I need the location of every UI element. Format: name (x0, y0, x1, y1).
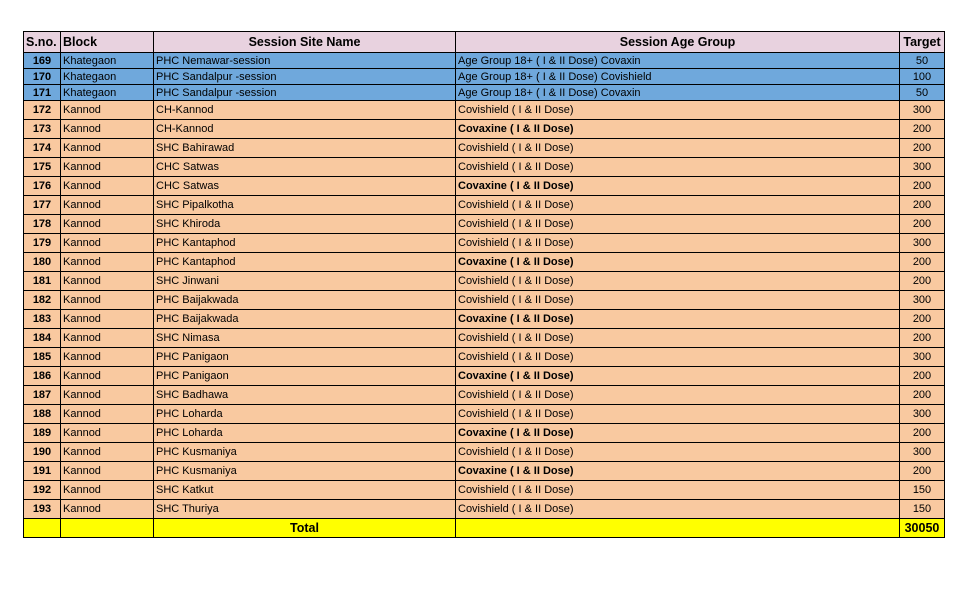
cell-target: 200 (900, 310, 945, 329)
cell-age-group: Age Group 18+ ( I & II Dose) Covaxin (456, 53, 900, 69)
cell-target: 300 (900, 158, 945, 177)
cell-block: Kannod (61, 253, 154, 272)
total-value: 30050 (900, 519, 945, 538)
cell-block: Kannod (61, 386, 154, 405)
cell-target: 200 (900, 215, 945, 234)
cell-age-group: Covishield ( I & II Dose) (456, 329, 900, 348)
total-empty-cell (61, 519, 154, 538)
cell-site-name: CHC Satwas (154, 177, 456, 196)
cell-site-name: PHC Loharda (154, 405, 456, 424)
cell-site-name: SHC Thuriya (154, 500, 456, 519)
table-row (24, 310, 945, 329)
cell-block: Kannod (61, 310, 154, 329)
cell-age-group: Covishield ( I & II Dose) (456, 158, 900, 177)
cell-target: 200 (900, 177, 945, 196)
cell-sno: 169 (24, 53, 61, 69)
cell-site-name: SHC Badhawa (154, 386, 456, 405)
cell-target: 300 (900, 443, 945, 462)
total-empty-cell (456, 519, 900, 538)
cell-target: 200 (900, 139, 945, 158)
header-target: Target (900, 32, 945, 53)
table-row (24, 405, 945, 424)
cell-target: 300 (900, 101, 945, 120)
cell-site-name: PHC Panigaon (154, 367, 456, 386)
cell-age-group: Age Group 18+ ( I & II Dose) Covaxin (456, 85, 900, 101)
table-row (24, 85, 945, 101)
cell-block: Kannod (61, 196, 154, 215)
cell-block: Kannod (61, 405, 154, 424)
cell-site-name: PHC Kusmaniya (154, 462, 456, 481)
cell-block: Kannod (61, 120, 154, 139)
cell-site-name: PHC Panigaon (154, 348, 456, 367)
cell-target: 200 (900, 386, 945, 405)
cell-block: Kannod (61, 481, 154, 500)
table-row (24, 500, 945, 519)
cell-target: 50 (900, 85, 945, 101)
table-row (24, 101, 945, 120)
table-row (24, 215, 945, 234)
cell-sno: 170 (24, 69, 61, 85)
cell-site-name: SHC Katkut (154, 481, 456, 500)
cell-age-group: Covishield ( I & II Dose) (456, 215, 900, 234)
cell-block: Kannod (61, 443, 154, 462)
cell-site-name: SHC Nimasa (154, 329, 456, 348)
cell-target: 200 (900, 424, 945, 443)
cell-age-group: Covishield ( I & II Dose) (456, 101, 900, 120)
cell-age-group: Covaxine ( I & II Dose) (456, 120, 900, 139)
table-row (24, 424, 945, 443)
cell-site-name: PHC Loharda (154, 424, 456, 443)
cell-age-group: Covishield ( I & II Dose) (456, 405, 900, 424)
cell-sno: 176 (24, 177, 61, 196)
cell-site-name: SHC Jinwani (154, 272, 456, 291)
header-group: Session Age Group (456, 32, 900, 53)
table-row (24, 386, 945, 405)
cell-sno: 171 (24, 85, 61, 101)
table-row (24, 120, 945, 139)
cell-age-group: Covaxine ( I & II Dose) (456, 424, 900, 443)
cell-sno: 186 (24, 367, 61, 386)
cell-target: 200 (900, 367, 945, 386)
cell-site-name: PHC Sandalpur -session (154, 85, 456, 101)
cell-age-group: Covishield ( I & II Dose) (456, 234, 900, 253)
cell-site-name: PHC Nemawar-session (154, 53, 456, 69)
cell-block: Kannod (61, 367, 154, 386)
cell-site-name: PHC Baijakwada (154, 310, 456, 329)
cell-target: 300 (900, 234, 945, 253)
cell-site-name: PHC Kantaphod (154, 253, 456, 272)
cell-site-name: CH-Kannod (154, 120, 456, 139)
cell-sno: 177 (24, 196, 61, 215)
cell-age-group: Covishield ( I & II Dose) (456, 386, 900, 405)
cell-site-name: SHC Khiroda (154, 215, 456, 234)
cell-sno: 192 (24, 481, 61, 500)
cell-age-group: Covaxine ( I & II Dose) (456, 177, 900, 196)
header-block: Block (61, 32, 154, 53)
cell-sno: 184 (24, 329, 61, 348)
cell-target: 150 (900, 500, 945, 519)
cell-sno: 189 (24, 424, 61, 443)
cell-sno: 180 (24, 253, 61, 272)
table-row (24, 177, 945, 196)
cell-sno: 187 (24, 386, 61, 405)
cell-sno: 191 (24, 462, 61, 481)
cell-age-group: Covishield ( I & II Dose) (456, 481, 900, 500)
table-row (24, 272, 945, 291)
table-row (24, 443, 945, 462)
cell-age-group: Covishield ( I & II Dose) (456, 272, 900, 291)
cell-block: Kannod (61, 139, 154, 158)
cell-target: 300 (900, 405, 945, 424)
cell-block: Khategaon (61, 69, 154, 85)
cell-sno: 193 (24, 500, 61, 519)
cell-block: Kannod (61, 177, 154, 196)
table-row (24, 348, 945, 367)
cell-target: 100 (900, 69, 945, 85)
table-row (24, 462, 945, 481)
cell-age-group: Covishield ( I & II Dose) (456, 348, 900, 367)
table-row (24, 253, 945, 272)
cell-site-name: PHC Baijakwada (154, 291, 456, 310)
cell-sno: 178 (24, 215, 61, 234)
table-row (24, 139, 945, 158)
cell-target: 300 (900, 348, 945, 367)
total-row (24, 519, 945, 538)
cell-block: Kannod (61, 272, 154, 291)
cell-sno: 181 (24, 272, 61, 291)
table-body (24, 53, 945, 519)
cell-block: Kannod (61, 500, 154, 519)
cell-sno: 188 (24, 405, 61, 424)
cell-age-group: Covaxine ( I & II Dose) (456, 367, 900, 386)
cell-age-group: Covaxine ( I & II Dose) (456, 253, 900, 272)
table-row (24, 196, 945, 215)
cell-age-group: Covishield ( I & II Dose) (456, 443, 900, 462)
cell-target: 200 (900, 272, 945, 291)
cell-target: 200 (900, 253, 945, 272)
cell-target: 200 (900, 120, 945, 139)
table-row (24, 158, 945, 177)
cell-site-name: CHC Satwas (154, 158, 456, 177)
header-row (24, 32, 945, 53)
cell-target: 200 (900, 462, 945, 481)
cell-sno: 179 (24, 234, 61, 253)
cell-sno: 182 (24, 291, 61, 310)
cell-site-name: SHC Pipalkotha (154, 196, 456, 215)
cell-age-group: Age Group 18+ ( I & II Dose) Covishield (456, 69, 900, 85)
cell-target: 300 (900, 291, 945, 310)
cell-sno: 183 (24, 310, 61, 329)
table-row (24, 329, 945, 348)
cell-target: 200 (900, 196, 945, 215)
cell-block: Kannod (61, 424, 154, 443)
total-label: Total (154, 519, 456, 538)
cell-sno: 172 (24, 101, 61, 120)
cell-block: Kannod (61, 348, 154, 367)
cell-block: Kannod (61, 329, 154, 348)
cell-sno: 174 (24, 139, 61, 158)
table-row (24, 481, 945, 500)
session-sites-table (23, 31, 945, 538)
cell-sno: 175 (24, 158, 61, 177)
cell-sno: 173 (24, 120, 61, 139)
table-row (24, 234, 945, 253)
cell-sno: 185 (24, 348, 61, 367)
cell-block: Kannod (61, 462, 154, 481)
cell-block: Kannod (61, 234, 154, 253)
cell-site-name: PHC Sandalpur -session (154, 69, 456, 85)
cell-age-group: Covishield ( I & II Dose) (456, 196, 900, 215)
total-empty-cell (24, 519, 61, 538)
header-site: Session Site Name (154, 32, 456, 53)
cell-age-group: Covaxine ( I & II Dose) (456, 310, 900, 329)
cell-age-group: Covaxine ( I & II Dose) (456, 462, 900, 481)
table-row (24, 69, 945, 85)
cell-block: Khategaon (61, 85, 154, 101)
cell-block: Kannod (61, 291, 154, 310)
table-row (24, 367, 945, 386)
header-sno: S.no. (24, 32, 61, 53)
cell-site-name: CH-Kannod (154, 101, 456, 120)
table-row (24, 291, 945, 310)
cell-site-name: PHC Kantaphod (154, 234, 456, 253)
table-row (24, 53, 945, 69)
cell-sno: 190 (24, 443, 61, 462)
cell-age-group: Covishield ( I & II Dose) (456, 500, 900, 519)
cell-block: Kannod (61, 215, 154, 234)
cell-target: 150 (900, 481, 945, 500)
cell-site-name: SHC Bahirawad (154, 139, 456, 158)
cell-age-group: Covishield ( I & II Dose) (456, 139, 900, 158)
cell-age-group: Covishield ( I & II Dose) (456, 291, 900, 310)
cell-target: 50 (900, 53, 945, 69)
cell-site-name: PHC Kusmaniya (154, 443, 456, 462)
cell-block: Khategaon (61, 53, 154, 69)
cell-block: Kannod (61, 101, 154, 120)
cell-block: Kannod (61, 158, 154, 177)
cell-target: 200 (900, 329, 945, 348)
